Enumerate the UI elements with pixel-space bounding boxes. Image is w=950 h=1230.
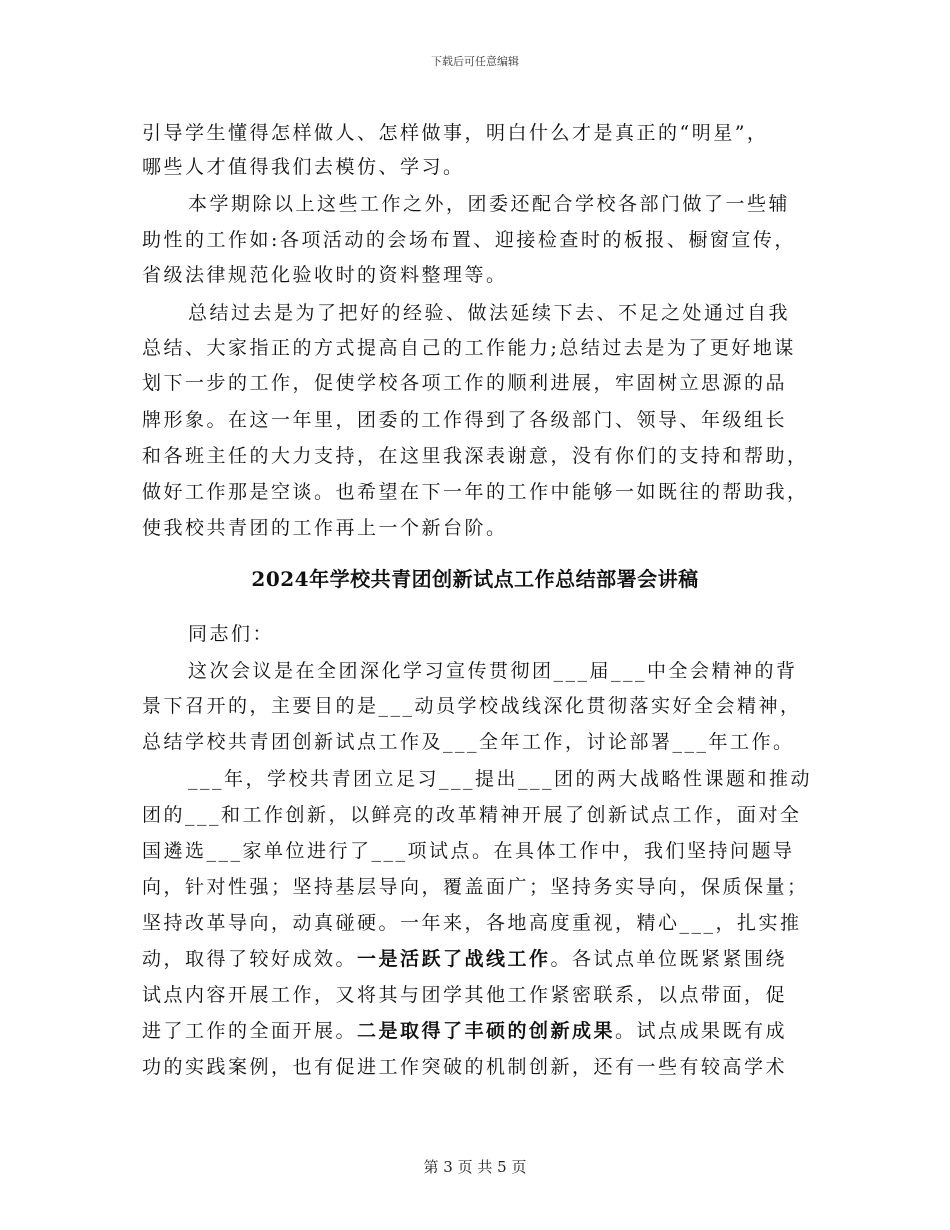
para3-line3: 划下一步的工作，促使学校各项工作的顺利进展，牢固树立思源的品 xyxy=(142,372,788,394)
para3-line6: 做好工作那是空谈。也希望在下一年的工作中能够一如既往的帮助我， xyxy=(142,481,809,503)
para2-line1: 本学期除以上这些工作之外，团委还配合学校各部门做了一些辅 xyxy=(188,193,791,215)
para4-line1: 这次会议是在全团深化学习宣传贯彻团___届___中全会精神的背 xyxy=(188,660,798,682)
para3-line1: 总结过去是为了把好的经验、做法延续下去、不足之处通过自我 xyxy=(188,302,791,324)
para5-line9: 功的实践案例，也有促进工作突破的机制创新，还有一些有较高学术 xyxy=(142,1056,788,1078)
para3-line7: 使我校共青团的工作再上一个新台阶。 xyxy=(142,517,508,539)
para4-line2: 景下召开的，主要目的是___动员学校战线深化贯彻落实好全会精神， xyxy=(142,695,802,717)
para1-line2: 哪些人才值得我们去模仿、学习。 xyxy=(142,156,465,178)
para2-line3: 省级法律规范化验收时的资料整理等。 xyxy=(142,264,508,286)
para5-line8-text-a: 进了工作的全面开展。 xyxy=(142,1020,358,1042)
para5-line6-text-c: 。各试点单位既紧紧围绕 xyxy=(550,948,788,970)
para5-line3: 国遴选___家单位进行了___项试点。在具体工作中，我们坚持问题导 xyxy=(142,840,795,862)
para5-line6-bold: 一是活跃了战线工作 xyxy=(357,948,551,970)
para5-line8-bold: 二是取得了丰硕的创新成果 xyxy=(357,1020,616,1042)
para5-line6-text-a: 动，取得了较好成效。 xyxy=(142,948,358,970)
para5-line7: 试点内容开展工作，又将其与团学其他工作紧密联系，以点带面，促 xyxy=(142,984,788,1006)
para5-line4: 向，针对性强；坚持基层导向，覆盖面广；坚持务实导向，保质保量； xyxy=(142,876,809,898)
para2-line2: 助性的工作如:各项活动的会场布置、迎接检查时的板报、橱窗宣传， xyxy=(142,229,796,251)
para3-line5: 和各班主任的大力支持，在这里我深表谢意，没有你们的支持和帮助， xyxy=(142,445,809,467)
para3-line4: 牌形象。在这一年里，团委的工作得到了各级部门、领导、年级组长 xyxy=(142,409,788,431)
para4-line3: 总结学校共青团创新试点工作及___全年工作，讨论部署___年工作。 xyxy=(142,731,795,753)
page-header: 下载后可任意编辑 xyxy=(431,55,519,68)
para5-line1: ___年，学校共青团立足习___提出___团的两大战略性课题和推动 xyxy=(188,768,813,790)
page-footer: 第 3 页 共 5 页 xyxy=(423,1158,527,1176)
section-title: 2024年学校共青团创新试点工作总结部署会讲稿 xyxy=(251,567,699,591)
para5-line8 xyxy=(142,1016,787,1043)
para5-line2: 团的___和工作创新，以鲜亮的改革精神开展了创新试点工作，面对全 xyxy=(142,804,802,826)
para1-line1: 引导学生懂得怎样做人、怎样做事，明白什么才是真正的“明星”， xyxy=(142,122,769,144)
greeting: 同志们： xyxy=(188,623,275,645)
para5-line8-text-c: 。试点成果既有成 xyxy=(615,1020,788,1042)
para5-line6 xyxy=(142,944,787,971)
para5-line5: 坚持改革导向，动真碰硬。一年来，各地高度重视，精心___，扎实推 xyxy=(142,912,802,934)
para3-line2: 总结、大家指正的方式提高自己的工作能力;总结过去是为了更好地谋 xyxy=(142,337,796,359)
